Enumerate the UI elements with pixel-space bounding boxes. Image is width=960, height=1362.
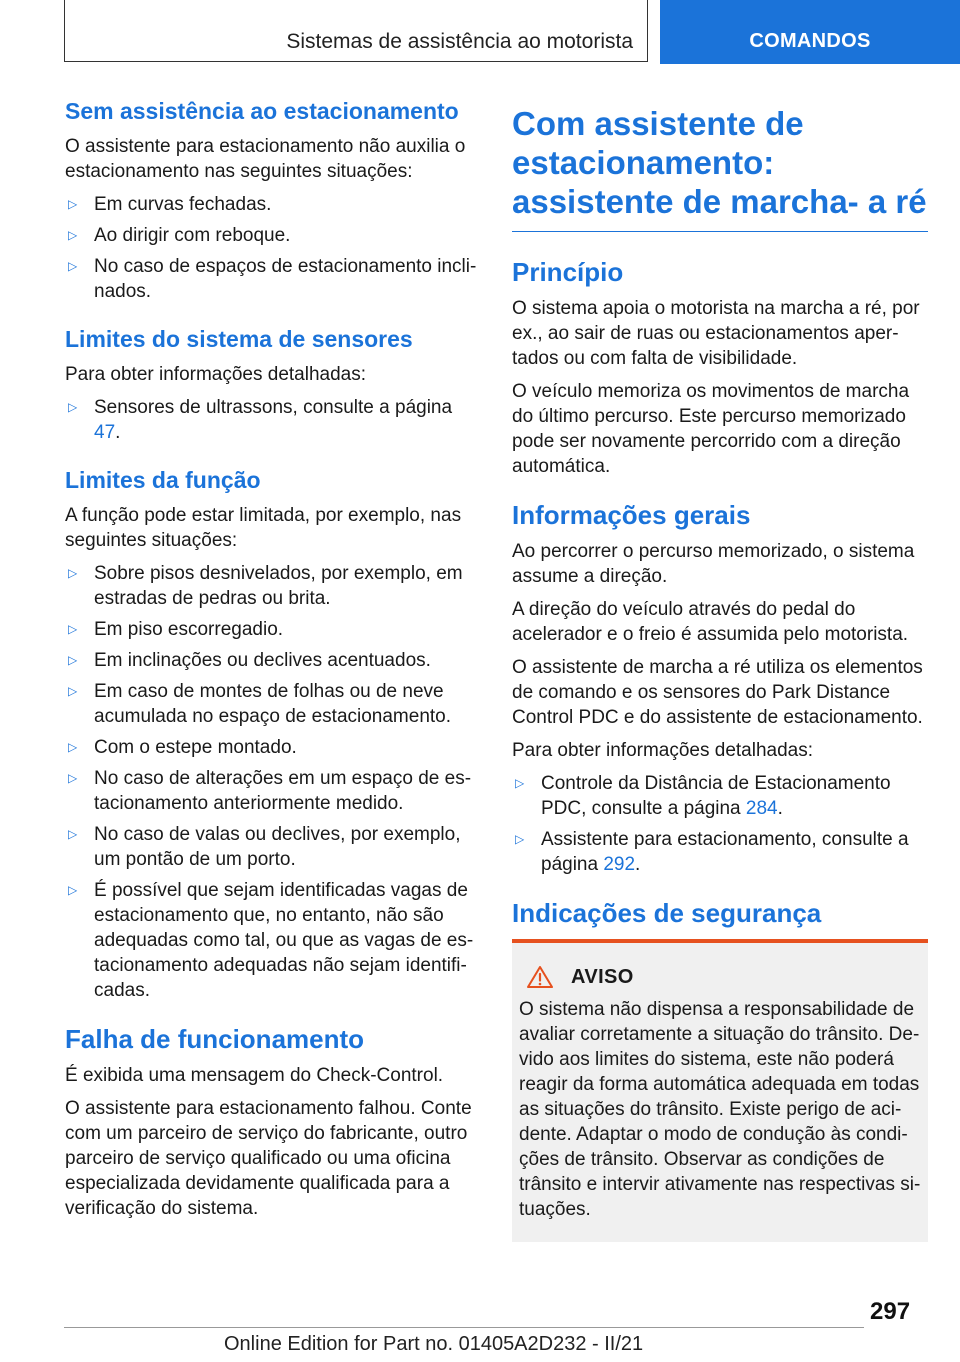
warning-text: O sistema não dispensa a responsabilidade de avaliar corretamente a situação do trânsito. Devido aos limites do sistema, este não poderá reagir da forma automática adequada em todas as situações do trânsito. Existe perigo de acidente. Adaptar o modo de condução às condições de trânsito. Observar as condições de trânsito e intervir ativamente nas respectivas situações.: [519, 999, 921, 1220]
paragraph: O assistente de marcha a ré utiliza os elementos de comando e os sensores do Park Distance Control PDC e do assistente de estacionamento.: [512, 657, 923, 728]
warning-header: [519, 965, 921, 989]
triangle-bullet-icon: ▷: [68, 827, 78, 841]
warning-label: AVISO: [571, 965, 634, 988]
page-number: 297: [870, 1298, 911, 1325]
list-item: ▷ Em inclinações ou declives acentuados.: [68, 650, 431, 671]
list-item: ▷ Controle da Distância de Estacionamento PDC, consulte a página 284.: [515, 773, 891, 819]
paragraph: O veículo memoriza os movimentos de marcha do último percurso. Este percurso memorizado pode ser novamente percorrido com a direção automática.: [512, 381, 910, 477]
list-item: ▷ Ao dirigir com reboque.: [68, 225, 291, 246]
triangle-bullet-icon: ▷: [68, 566, 78, 580]
list-item: ▷ Sensores de ultrassons, consulte a página 47.: [68, 397, 453, 443]
bullet-list: [65, 395, 477, 445]
paragraph: A direção do veículo através do pedal do acelerador e o freio é assumida pelo motorista.: [512, 599, 909, 645]
triangle-bullet-icon: ▷: [68, 740, 78, 754]
warning-box: [512, 939, 928, 1242]
paragraph: A função pode estar limitada, por exemplo, nas seguintes situações:: [65, 505, 462, 551]
triangle-bullet-icon: ▷: [68, 259, 78, 273]
triangle-bullet-icon: ▷: [68, 228, 78, 242]
paragraph: Para obter informações detalhadas:: [65, 364, 367, 385]
paragraph: O assistente para estacionamento falhou. Conte com um parceiro de serviço do fabricante, outro parceiro de serviço qualificado ou uma oficina especializada devidamente qualificada para a verificação do sistema.: [65, 1098, 472, 1219]
title-rule: [512, 231, 928, 232]
triangle-bullet-icon: ▷: [515, 832, 525, 846]
page-link-284[interactable]: 284: [745, 798, 778, 819]
triangle-bullet-icon: ▷: [68, 400, 78, 414]
right-column: [512, 104, 928, 1242]
section-title: Sistemas de assistência ao motorista: [286, 30, 633, 53]
list-item: ▷ Sobre pisos desnivelados, por exemplo, em estradas de pedras ou brita.: [68, 563, 463, 609]
footer-rule: [64, 1327, 864, 1328]
triangle-bullet-icon: ▷: [68, 883, 78, 897]
bullet-list: [65, 561, 477, 1003]
heading-falha: Falha de funcionamento: [65, 1024, 365, 1054]
triangle-bullet-icon: ▷: [515, 776, 525, 790]
list-item: ▷ Em curvas fechadas.: [68, 194, 272, 215]
heading-informacoes-gerais: Informações gerais: [512, 500, 751, 530]
page-header: [0, 0, 960, 66]
triangle-bullet-icon: ▷: [68, 197, 78, 211]
list-item: ▷ Em caso de montes de folhas ou de neve acumulada no espaço de estacionamento.: [68, 681, 452, 727]
list-item: ▷ Assistente para estacionamento, consulte a página 292.: [515, 829, 909, 875]
heading-principio: Princípio: [512, 257, 624, 287]
chapter-title: Com assistente de estacionamento: assistente de marcha- a ré: [512, 105, 927, 220]
heading-seguranca: Indicações de segurança: [512, 898, 822, 928]
triangle-bullet-icon: ▷: [68, 622, 78, 636]
list-item: ▷ No caso de valas ou declives, por exemplo, um pontão de um porto.: [68, 824, 461, 870]
list-item: ▷ É possível que sejam identificadas vagas de estacionamento que, no entanto, não são adequadas como tal, ou que as vagas de estacionamento adequadas não sejam identificadas.: [68, 880, 474, 1001]
paragraph: O sistema apoia o motorista na marcha a ré, por ex., ao sair de ruas ou estacionamentos apertados ou com falta de visibilidade.: [512, 298, 920, 369]
chapter-tab: [660, 0, 960, 64]
paragraph: O assistente para estacionamento não auxilia o estacionamento nas seguintes situações:: [65, 136, 466, 182]
footer-edition: Online Edition for Part no. 01405A2D232 - II/21: [224, 1333, 644, 1355]
page-link-292[interactable]: 292: [603, 854, 636, 875]
page-link-47[interactable]: 47: [94, 422, 116, 443]
paragraph: É exibida uma mensagem do Check-Control.: [65, 1065, 444, 1086]
left-column: [65, 96, 477, 1229]
bullet-list: [512, 771, 928, 877]
header-box: [64, 0, 648, 62]
heading-sem-assistencia: Sem assistência ao estacionamento: [65, 98, 459, 124]
list-item: ▷ No caso de espaços de estacionamento inclinados.: [68, 256, 477, 302]
list-item: ▷ Em piso escorregadio.: [68, 619, 284, 640]
paragraph: Para obter informações detalhadas:: [512, 740, 814, 761]
list-item: ▷ Com o estepe montado.: [68, 737, 297, 758]
triangle-bullet-icon: ▷: [68, 684, 78, 698]
heading-limites-sensores: Limites do sistema de sensores: [65, 326, 413, 352]
triangle-bullet-icon: ▷: [68, 653, 78, 667]
bullet-list: [65, 192, 477, 304]
warning-triangle-icon: [527, 965, 553, 989]
paragraph: Ao percorrer o percurso memorizado, o sistema assume a direção.: [512, 541, 915, 587]
chapter-tab-label: COMANDOS: [749, 30, 871, 52]
list-item: ▷ No caso de alterações em um espaço de estacionamento anteriormente medido.: [68, 768, 472, 814]
heading-limites-funcao: Limites da função: [65, 467, 261, 493]
triangle-bullet-icon: ▷: [68, 771, 78, 785]
